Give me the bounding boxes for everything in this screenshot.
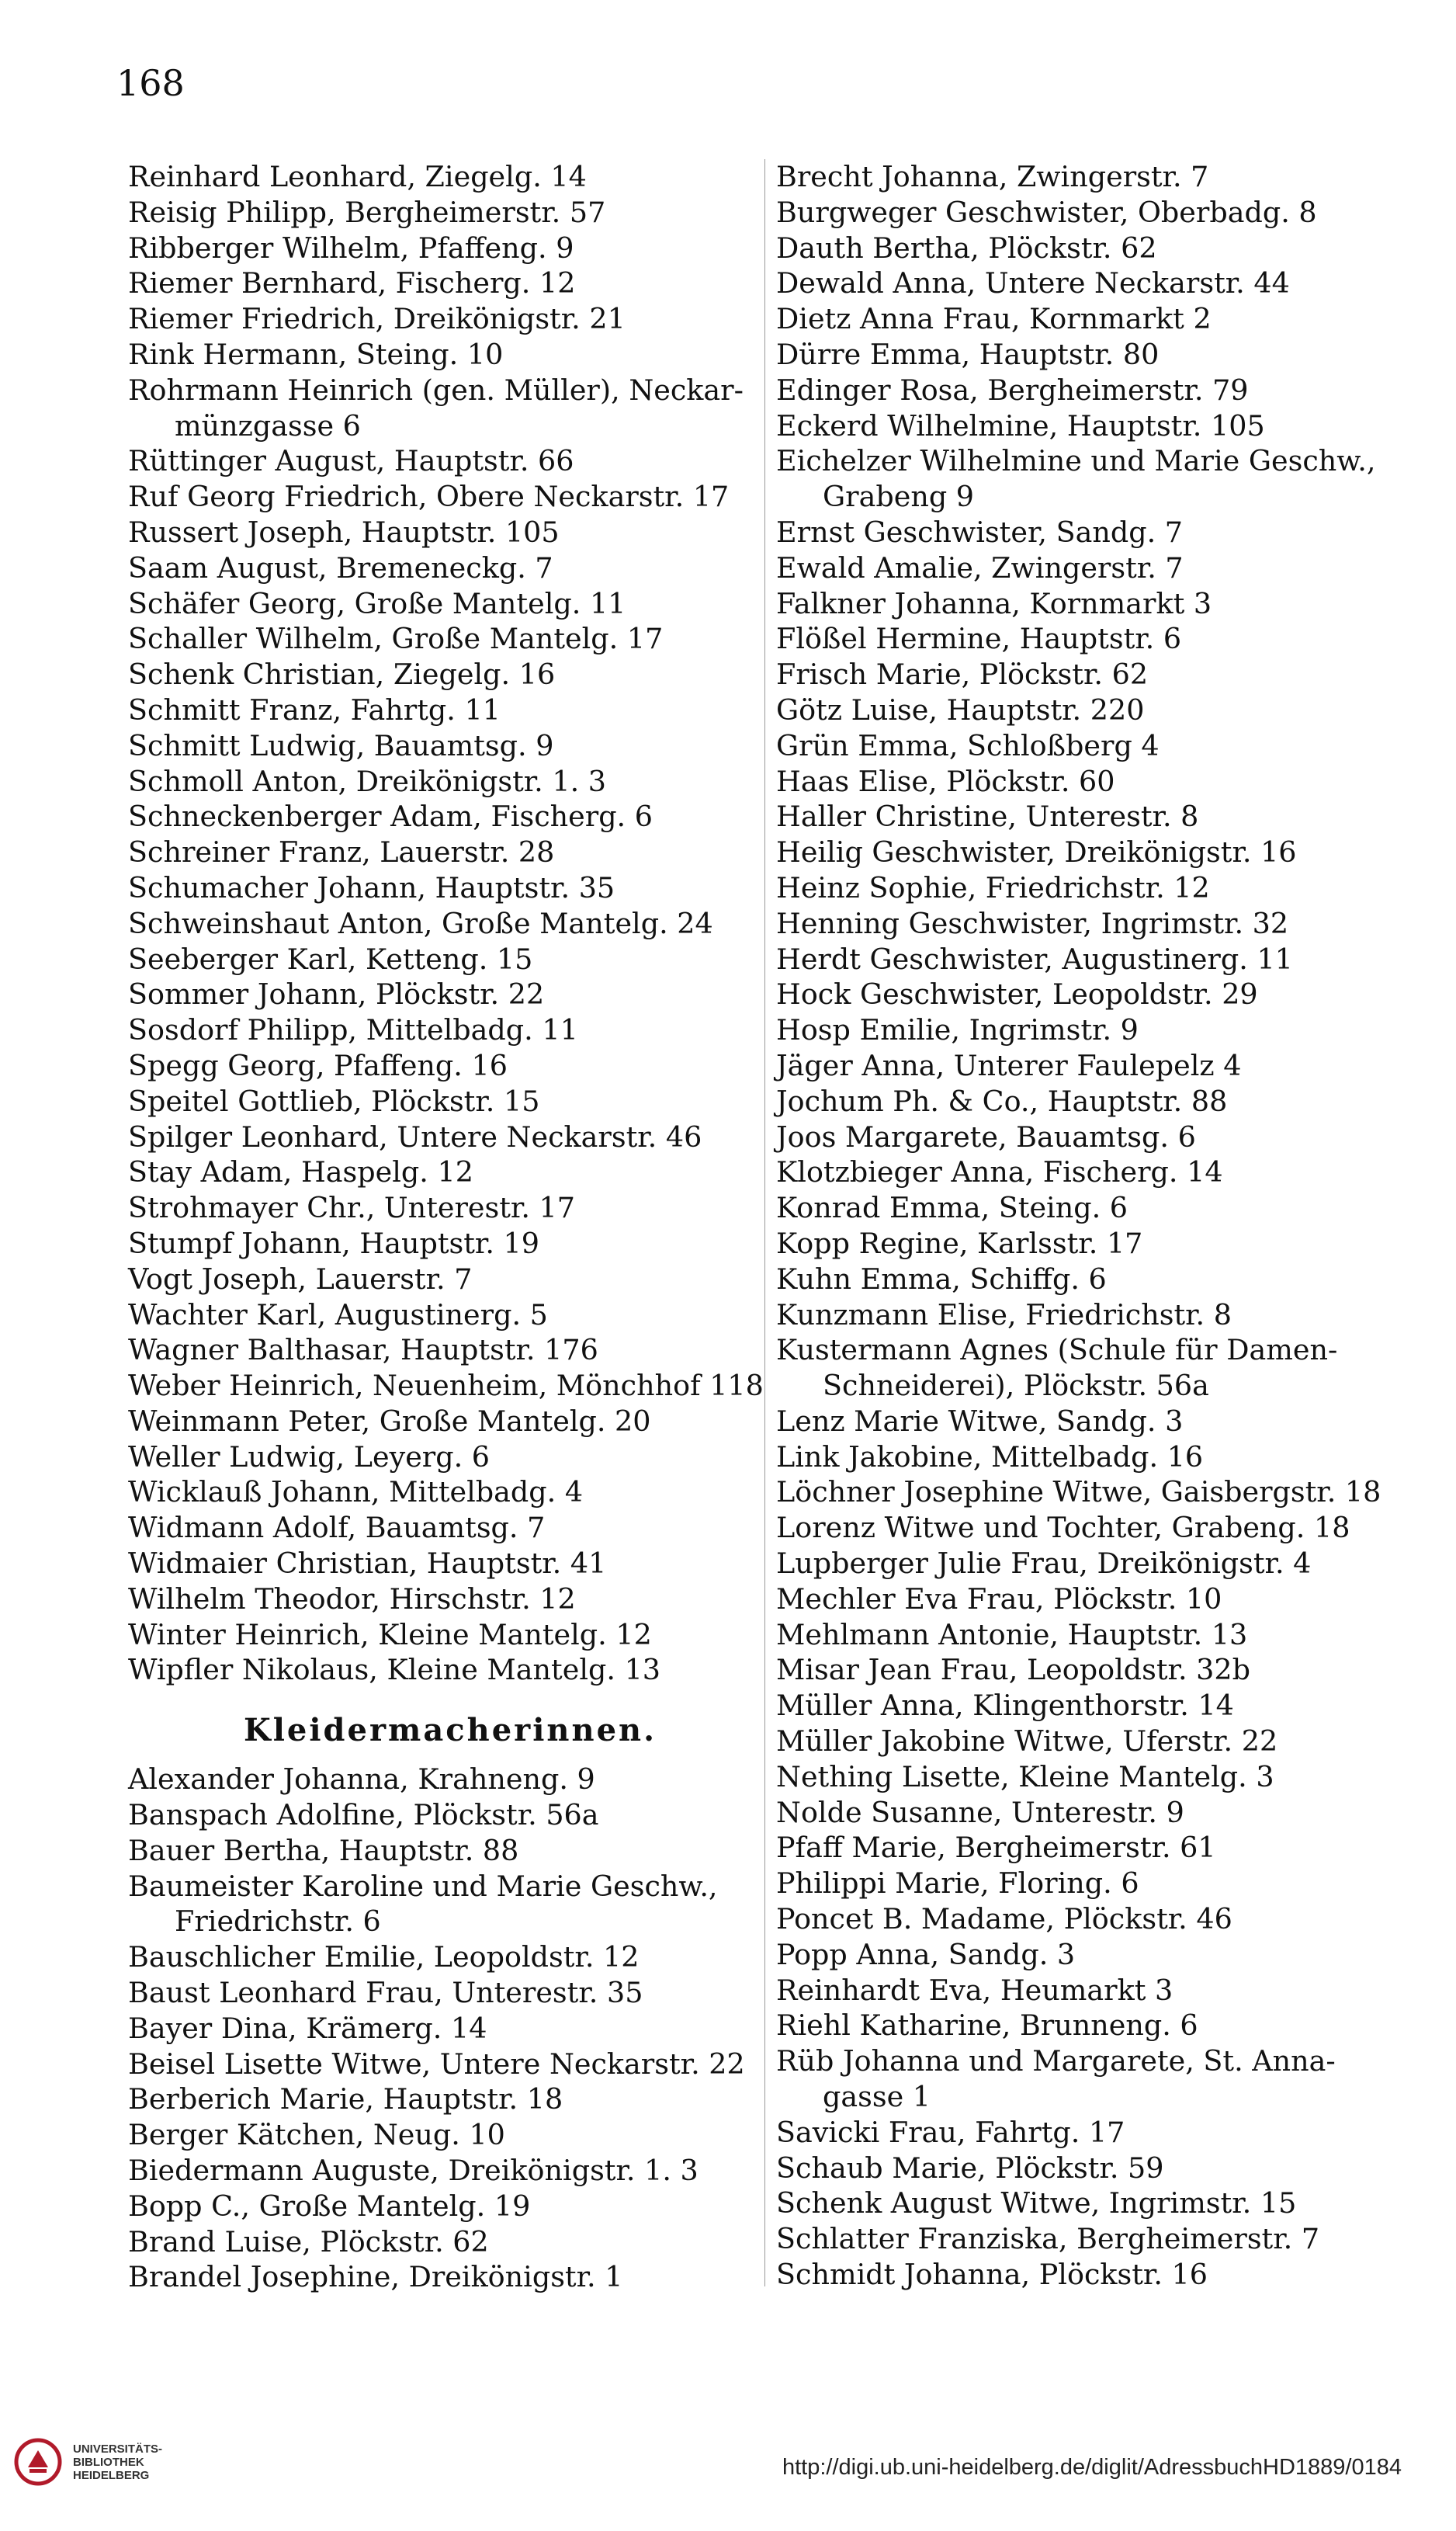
directory-entry xyxy=(128,1617,772,1653)
entry-text: Heinz Sophie, Friedrichstr. 12 xyxy=(776,870,1210,904)
directory-entry xyxy=(776,159,1420,195)
directory-entry xyxy=(128,586,772,622)
directory-entry xyxy=(128,1404,772,1439)
directory-entry xyxy=(776,1012,1420,1048)
directory-entry xyxy=(776,443,1420,515)
directory-entry xyxy=(776,550,1420,586)
entry-text: Reinhardt Eva, Heumarkt 3 xyxy=(776,1973,1173,2007)
directory-entry xyxy=(776,1154,1420,1190)
directory-entry xyxy=(128,1190,772,1226)
directory-entry xyxy=(128,1510,772,1546)
directory-entry xyxy=(128,1154,772,1190)
directory-entry xyxy=(128,906,772,942)
library-name-line-1: UNIVERSITÄTS- xyxy=(73,2442,163,2456)
entry-text: Bauschlicher Emilie, Leopoldstr. 12 xyxy=(128,1940,640,1974)
entry-text: Wipfler Nikolaus, Kleine Mantelg. 13 xyxy=(128,1653,661,1687)
directory-entry xyxy=(128,443,772,479)
entry-continuation: münzgasse 6 xyxy=(175,408,361,443)
entry-text: Eckerd Wilhelmine, Hauptstr. 105 xyxy=(776,408,1265,443)
directory-entry xyxy=(128,799,772,835)
entry-text: Link Jakobine, Mittelbadg. 16 xyxy=(776,1439,1204,1474)
directory-entry xyxy=(776,2008,1420,2043)
entry-text: Lupberger Julie Frau, Dreikönigstr. 4 xyxy=(776,1547,1312,1581)
entry-text: Henning Geschwister, Ingrimstr. 32 xyxy=(776,906,1289,940)
entry-text: Kustermann Agnes (Schule für Damen- xyxy=(776,1333,1338,1367)
entry-text: Ruf Georg Friedrich, Obere Neckarstr. 17 xyxy=(128,480,730,514)
directory-entry xyxy=(128,1297,772,1333)
entry-text: Mehlmann Antonie, Hauptstr. 13 xyxy=(776,1617,1248,1651)
entry-text: Flößel Hermine, Hauptstr. 6 xyxy=(776,622,1182,656)
entry-text: Widmann Adolf, Bauamtsg. 7 xyxy=(128,1511,546,1545)
directory-entry xyxy=(776,515,1420,550)
entry-text: Falkner Johanna, Kornmarkt 3 xyxy=(776,586,1212,620)
directory-entry xyxy=(776,1688,1420,1724)
entry-text: Ewald Amalie, Zwingerstr. 7 xyxy=(776,550,1184,585)
directory-entry xyxy=(776,2151,1420,2186)
entry-text: Herdt Geschwister, Augustinerg. 11 xyxy=(776,942,1293,976)
directory-entry xyxy=(776,1262,1420,1297)
directory-entry xyxy=(776,231,1420,266)
directory-entry xyxy=(128,835,772,870)
directory-entry xyxy=(776,1759,1420,1795)
directory-entry xyxy=(776,693,1420,728)
entry-text: Biedermann Auguste, Dreikönigstr. 1. 3 xyxy=(128,2154,699,2188)
directory-entry xyxy=(776,586,1420,622)
directory-entry xyxy=(128,1084,772,1120)
directory-entry xyxy=(128,1762,772,1797)
entry-text: Joos Margarete, Bauamtsg. 6 xyxy=(776,1120,1196,1154)
directory-entry xyxy=(128,621,772,657)
directory-entry xyxy=(776,2043,1420,2115)
entry-text: Baumeister Karoline und Marie Geschw., xyxy=(128,1869,718,1903)
entry-text: Schmidt Johanna, Plöckstr. 16 xyxy=(776,2258,1208,2292)
entry-continuation: Friedrichstr. 6 xyxy=(175,1904,381,1939)
entry-text: Schenk August Witwe, Ingrimstr. 15 xyxy=(776,2186,1297,2220)
entry-text: Schmoll Anton, Dreikönigstr. 1. 3 xyxy=(128,764,607,798)
entry-text: Schneckenberger Adam, Fischerg. 6 xyxy=(128,800,653,834)
entry-text: Pfaff Marie, Bergheimerstr. 61 xyxy=(776,1831,1216,1865)
entry-text: Reisig Philipp, Bergheimerstr. 57 xyxy=(128,195,606,229)
entry-text: Dauth Bertha, Plöckstr. 62 xyxy=(776,231,1157,265)
entry-text: Schaller Wilhelm, Große Mantelg. 17 xyxy=(128,622,664,656)
directory-entry xyxy=(128,159,772,195)
entry-text: Berger Kätchen, Neug. 10 xyxy=(128,2118,505,2152)
directory-entry xyxy=(128,2081,772,2117)
directory-entry xyxy=(128,337,772,373)
directory-entry xyxy=(776,1546,1420,1581)
entry-text: Reinhard Leonhard, Ziegelg. 14 xyxy=(128,160,587,193)
directory-entry xyxy=(776,977,1420,1012)
entry-text: Berberich Marie, Hauptstr. 18 xyxy=(128,2082,563,2116)
entry-text: Baust Leonhard Frau, Unterestr. 35 xyxy=(128,1976,643,2010)
entry-text: Sosdorf Philipp, Mittelbadg. 11 xyxy=(128,1013,578,1047)
directory-entry xyxy=(128,1869,772,1940)
entry-text: Rohrmann Heinrich (gen. Müller), Neckar- xyxy=(128,373,744,407)
entry-text: Widmaier Christian, Hauptstr. 41 xyxy=(128,1547,607,1581)
entry-text: Schmitt Ludwig, Bauamtsg. 9 xyxy=(128,728,554,762)
library-name-line-3: HEIDELBERG xyxy=(73,2468,150,2482)
entry-text: Spegg Georg, Pfaffeng. 16 xyxy=(128,1048,508,1082)
directory-entry xyxy=(128,1797,772,1833)
directory-entry xyxy=(776,621,1420,657)
entry-text: Philippi Marie, Floring. 6 xyxy=(776,1866,1139,1901)
entry-list-tailors xyxy=(128,159,772,1688)
entry-text: Frisch Marie, Plöckstr. 62 xyxy=(776,658,1149,692)
entry-text: Löchner Josephine Witwe, Gaisbergstr. 18 xyxy=(776,1475,1381,1509)
entry-text: Rink Hermann, Steing. 10 xyxy=(128,337,504,371)
entry-text: Sommer Johann, Plöckstr. 22 xyxy=(128,977,545,1012)
entry-text: Lorenz Witwe und Tochter, Grabeng. 18 xyxy=(776,1511,1350,1545)
directory-entry xyxy=(128,1474,772,1510)
directory-entry xyxy=(128,1652,772,1688)
entry-text: Müller Anna, Klingenthorstr. 14 xyxy=(776,1689,1234,1723)
entry-text: Eichelzer Wilhelmine und Marie Geschw., xyxy=(776,444,1376,478)
left-column xyxy=(128,159,772,2295)
directory-entry xyxy=(128,1368,772,1404)
entry-text: Hock Geschwister, Leopoldstr. 29 xyxy=(776,977,1258,1012)
directory-entry xyxy=(128,2189,772,2224)
directory-entry xyxy=(776,906,1420,942)
directory-entry xyxy=(776,1332,1420,1404)
directory-entry xyxy=(776,1048,1420,1084)
entry-text: Brand Luise, Plöckstr. 62 xyxy=(128,2224,489,2258)
entry-text: Klotzbieger Anna, Fischerg. 14 xyxy=(776,1155,1223,1189)
directory-entry xyxy=(776,1652,1420,1688)
directory-entry xyxy=(128,657,772,693)
entry-text: Ribberger Wilhelm, Pfaffeng. 9 xyxy=(128,231,574,265)
entry-text: Kunzmann Elise, Friedrichstr. 8 xyxy=(776,1297,1232,1331)
directory-entry xyxy=(128,2153,772,2189)
entry-text: Schlatter Franziska, Bergheimerstr. 7 xyxy=(776,2222,1320,2256)
directory-entry xyxy=(776,2115,1420,2151)
directory-entry xyxy=(776,266,1420,301)
entry-text: Seeberger Karl, Ketteng. 15 xyxy=(128,942,533,976)
directory-entry xyxy=(128,2259,772,2295)
directory-entry xyxy=(128,1546,772,1581)
directory-entry xyxy=(128,728,772,764)
directory-entry xyxy=(776,301,1420,337)
entry-text: Grün Emma, Schloßberg 4 xyxy=(776,728,1160,762)
right-column xyxy=(776,159,1420,2293)
directory-entry xyxy=(128,301,772,337)
entry-text: Schreiner Franz, Lauerstr. 28 xyxy=(128,835,555,870)
directory-entry xyxy=(776,764,1420,800)
directory-entry xyxy=(128,479,772,515)
entry-text: Lenz Marie Witwe, Sandg. 3 xyxy=(776,1404,1184,1438)
entry-list-dressmakers xyxy=(128,1762,772,2295)
directory-entry xyxy=(776,1190,1420,1226)
directory-entry xyxy=(128,1226,772,1262)
entry-text: Schweinshaut Anton, Große Mantelg. 24 xyxy=(128,906,713,940)
directory-entry xyxy=(128,1262,772,1297)
entry-text: Brecht Johanna, Zwingerstr. 7 xyxy=(776,160,1209,193)
directory-entry xyxy=(776,1617,1420,1653)
directory-entry xyxy=(776,1830,1420,1866)
directory-entry xyxy=(128,1975,772,2011)
directory-entry xyxy=(776,1937,1420,1973)
entry-text: Schmitt Franz, Fahrtg. 11 xyxy=(128,693,501,727)
entry-text: Nolde Susanne, Unterestr. 9 xyxy=(776,1795,1184,1829)
source-url-link[interactable]: http://digi.ub.uni-heidelberg.de/diglit/AdressbuchHD1889/0184 xyxy=(782,2455,1402,2480)
directory-entry xyxy=(128,942,772,977)
entry-text: Haas Elise, Plöckstr. 60 xyxy=(776,764,1115,798)
directory-entry xyxy=(128,1833,772,1869)
entry-text: Wilhelm Theodor, Hirschstr. 12 xyxy=(128,1581,576,1616)
entry-text: Schenk Christian, Ziegelg. 16 xyxy=(128,658,556,692)
entry-text: Jochum Ph. & Co., Hauptstr. 88 xyxy=(776,1084,1228,1118)
directory-entry xyxy=(776,799,1420,835)
entry-text: Spilger Leonhard, Untere Neckarstr. 46 xyxy=(128,1120,702,1154)
directory-entry xyxy=(776,1226,1420,1262)
entry-text: Bayer Dina, Krämerg. 14 xyxy=(128,2011,487,2045)
directory-entry xyxy=(776,1581,1420,1617)
entry-text: Banspach Adolfine, Plöckstr. 56a xyxy=(128,1798,599,1832)
directory-entry xyxy=(128,1048,772,1084)
entry-text: Weinmann Peter, Große Mantelg. 20 xyxy=(128,1404,651,1438)
entry-text: Rüb Johanna und Margarete, St. Anna- xyxy=(776,2044,1336,2078)
directory-entry xyxy=(128,231,772,266)
directory-entry xyxy=(776,373,1420,408)
entry-text: Poncet B. Madame, Plöckstr. 46 xyxy=(776,1902,1232,1936)
directory-entry xyxy=(776,1474,1420,1510)
entry-text: Schaub Marie, Plöckstr. 59 xyxy=(776,2151,1164,2185)
entry-text: Schäfer Georg, Große Mantelg. 11 xyxy=(128,586,626,620)
directory-entry xyxy=(776,728,1420,764)
entry-text: Konrad Emma, Steing. 6 xyxy=(776,1191,1128,1225)
directory-entry xyxy=(128,1120,772,1155)
directory-entry xyxy=(776,942,1420,977)
directory-entry xyxy=(128,550,772,586)
directory-entry xyxy=(776,1795,1420,1831)
entry-text: Savicki Frau, Fahrtg. 17 xyxy=(776,2115,1125,2149)
entry-text: Kuhn Emma, Schiffg. 6 xyxy=(776,1262,1107,1296)
entry-text: Müller Jakobine Witwe, Uferstr. 22 xyxy=(776,1724,1278,1759)
directory-entry xyxy=(128,1439,772,1475)
entry-text: Mechler Eva Frau, Plöckstr. 10 xyxy=(776,1581,1222,1616)
directory-entry xyxy=(776,1866,1420,1901)
entry-text: Burgweger Geschwister, Oberbadg. 8 xyxy=(776,195,1317,229)
entry-text: Bopp C., Große Mantelg. 19 xyxy=(128,2189,531,2223)
directory-entry xyxy=(128,2224,772,2260)
directory-entry xyxy=(128,266,772,301)
entry-text: Winter Heinrich, Kleine Mantelg. 12 xyxy=(128,1617,652,1651)
entry-text: Brandel Josephine, Dreikönigstr. 1 xyxy=(128,2260,623,2294)
entry-text: Schumacher Johann, Hauptstr. 35 xyxy=(128,870,615,904)
directory-entry xyxy=(776,1297,1420,1333)
directory-entry xyxy=(776,337,1420,373)
directory-entry xyxy=(128,764,772,800)
entry-text: Dewald Anna, Untere Neckarstr. 44 xyxy=(776,266,1290,300)
entry-text: Strohmayer Chr., Unterestr. 17 xyxy=(128,1191,575,1225)
section-heading: Kleidermacherinnen. xyxy=(243,1712,657,1749)
entry-continuation: Schneiderei), Plöckstr. 56a xyxy=(823,1369,1209,1403)
entry-text: Vogt Joseph, Lauerstr. 7 xyxy=(128,1262,473,1296)
entry-text: Weber Heinrich, Neuenheim, Mönchhof 118 xyxy=(128,1369,764,1403)
entry-text: Saam August, Bremeneckg. 7 xyxy=(128,550,553,585)
directory-entry xyxy=(776,870,1420,906)
directory-entry xyxy=(128,515,772,550)
directory-entry xyxy=(128,2011,772,2047)
directory-entry xyxy=(776,2221,1420,2257)
entry-text: Speitel Gottlieb, Plöckstr. 15 xyxy=(128,1084,540,1118)
directory-entry xyxy=(128,1581,772,1617)
entry-text: Wagner Balthasar, Hauptstr. 176 xyxy=(128,1333,598,1367)
entry-text: Ernst Geschwister, Sandg. 7 xyxy=(776,515,1184,549)
directory-entry xyxy=(776,835,1420,870)
directory-entry xyxy=(128,2117,772,2153)
directory-entry xyxy=(128,1332,772,1368)
directory-entry xyxy=(128,1939,772,1975)
entry-text: Dürre Emma, Hauptstr. 80 xyxy=(776,337,1160,371)
entry-text: Haller Christine, Unterestr. 8 xyxy=(776,800,1199,834)
directory-entry xyxy=(128,693,772,728)
entry-text: Edinger Rosa, Bergheimerstr. 79 xyxy=(776,373,1249,407)
entry-text: Nething Lisette, Kleine Mantelg. 3 xyxy=(776,1759,1274,1793)
entry-text: Hosp Emilie, Ingrimstr. 9 xyxy=(776,1013,1139,1047)
directory-entry xyxy=(776,1120,1420,1155)
directory-entry xyxy=(128,195,772,231)
directory-entry xyxy=(128,373,772,444)
entry-text: Alexander Johanna, Krahneng. 9 xyxy=(128,1762,595,1797)
entry-continuation: gasse 1 xyxy=(823,2080,931,2114)
library-name xyxy=(73,2442,162,2482)
entry-text: Dietz Anna Frau, Kornmarkt 2 xyxy=(776,302,1212,336)
entry-text: Russert Joseph, Hauptstr. 105 xyxy=(128,515,560,549)
entry-text: Popp Anna, Sandg. 3 xyxy=(776,1937,1076,1971)
directory-entry xyxy=(776,408,1420,444)
directory-entry xyxy=(128,870,772,906)
entry-text: Wachter Karl, Augustinerg. 5 xyxy=(128,1297,548,1331)
entry-text: Weller Ludwig, Leyerg. 6 xyxy=(128,1439,491,1474)
library-seal-icon xyxy=(14,2438,62,2486)
directory-entry xyxy=(776,1084,1420,1120)
directory-entry xyxy=(776,1724,1420,1759)
entry-text: Bauer Bertha, Hauptstr. 88 xyxy=(128,1833,519,1867)
entry-text: Heilig Geschwister, Dreikönigstr. 16 xyxy=(776,835,1297,870)
entry-text: Beisel Lisette Witwe, Untere Neckarstr. 22 xyxy=(128,2047,745,2081)
directory-entry xyxy=(776,1439,1420,1475)
entry-list-dressmakers-continued xyxy=(776,159,1420,2293)
entry-text: Jäger Anna, Unterer Faulepelz 4 xyxy=(776,1048,1242,1082)
directory-entry xyxy=(128,977,772,1012)
entry-continuation: Grabeng 9 xyxy=(823,480,975,514)
entry-text: Riehl Katharine, Brunneng. 6 xyxy=(776,2008,1198,2043)
entry-text: Rüttinger August, Hauptstr. 66 xyxy=(128,444,574,478)
directory-entry xyxy=(128,1012,772,1048)
directory-entry xyxy=(776,1973,1420,2008)
library-name-line-2: BIBLIOTHEK xyxy=(73,2455,144,2469)
directory-entry xyxy=(128,2047,772,2082)
page-number: 168 xyxy=(116,62,185,104)
entry-text: Stay Adam, Haspelg. 12 xyxy=(128,1155,473,1189)
entry-text: Wicklauß Johann, Mittelbadg. 4 xyxy=(128,1475,584,1509)
entry-text: Riemer Bernhard, Fischerg. 12 xyxy=(128,266,576,300)
entry-text: Misar Jean Frau, Leopoldstr. 32b xyxy=(776,1653,1250,1687)
directory-entry xyxy=(776,2257,1420,2293)
entry-text: Götz Luise, Hauptstr. 220 xyxy=(776,693,1145,727)
directory-entry xyxy=(776,657,1420,693)
entry-text: Kopp Regine, Karlsstr. 17 xyxy=(776,1226,1143,1260)
directory-entry xyxy=(776,195,1420,231)
directory-entry xyxy=(776,1510,1420,1546)
directory-entry xyxy=(776,1404,1420,1439)
entry-text: Stumpf Johann, Hauptstr. 19 xyxy=(128,1226,539,1260)
library-logo[interactable] xyxy=(14,2438,162,2486)
directory-entry xyxy=(776,2186,1420,2221)
directory-entry xyxy=(776,1901,1420,1937)
entry-text: Riemer Friedrich, Dreikönigstr. 21 xyxy=(128,302,626,336)
